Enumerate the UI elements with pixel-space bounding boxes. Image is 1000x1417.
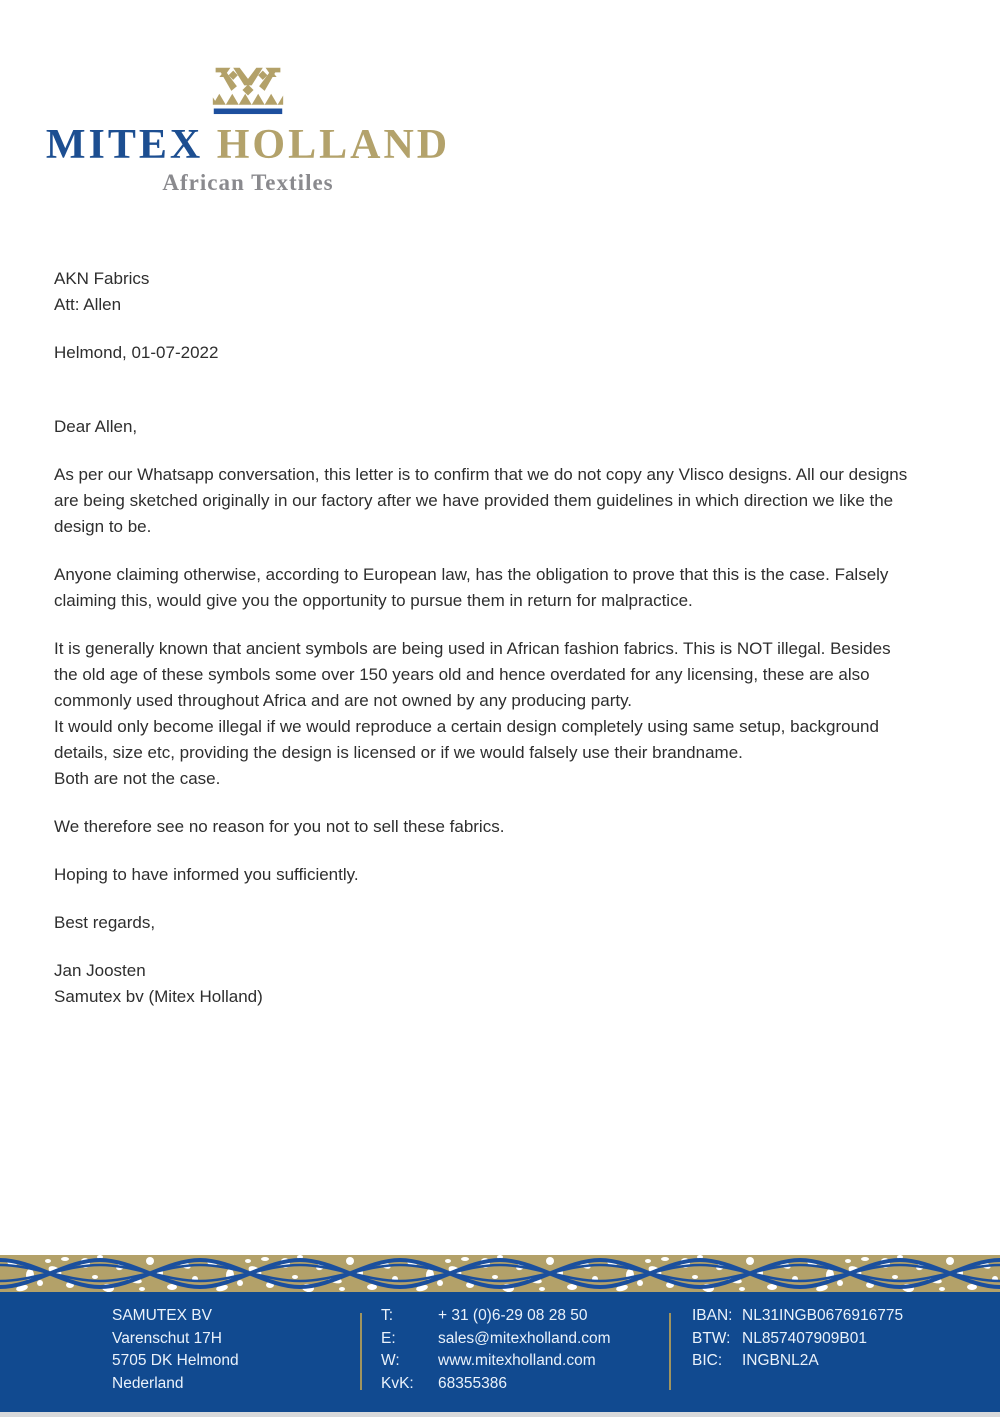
recipient-block [54, 266, 912, 318]
btw-label: BTW: [692, 1329, 731, 1347]
signature-block [54, 958, 912, 1010]
email-label: E: [381, 1329, 396, 1347]
iban-label: IBAN: [692, 1307, 733, 1324]
btw-value: NL857407909B01 [742, 1329, 867, 1347]
signature-name: Jan Joosten [54, 961, 146, 980]
kvk-label: KvK: [381, 1374, 414, 1392]
paragraph-2 [54, 562, 912, 614]
salutation: Dear Allen, [54, 417, 138, 436]
paragraph-4 [54, 814, 912, 840]
paragraph-line: It would only become illegal if we would reproduce a certain design completely using same setup, background details, size etc, providing the design is licensed or if we would falsely use their brandname. [54, 717, 879, 762]
paragraph-line: As per our Whatsapp conversation, this letter is to confirm that we do not copy any Vlisco designs. All our designs are being sketched originally in our factory after we have provided them guidelines in which direction we like the design to be. [54, 465, 908, 536]
footer-company-street: Varenschut 17H [112, 1329, 222, 1347]
footer-bank-details [692, 1305, 903, 1395]
footer-divider [360, 1313, 362, 1390]
footer-kvk-row [381, 1373, 669, 1396]
bic-label: BIC: [692, 1352, 723, 1369]
brand-mitex: MITEX [45, 122, 204, 168]
crown-bar [214, 109, 282, 115]
recipient-attention: Att: Allen [54, 295, 122, 314]
paragraph-line: Anyone claiming otherwise, according to European law, has the obligation to prove that this is the case. Falsely claiming this, would give you the opportunity to pursue them in return for malpractice. [54, 565, 889, 610]
footer-email-row [381, 1328, 669, 1351]
signature-company: Samutex bv (Mitex Holland) [54, 987, 263, 1006]
footer-divider [669, 1313, 671, 1390]
brand-holland: HOLLAND [216, 122, 451, 168]
paragraph-line: It is generally known that ancient symbols are being used in African fashion fabrics. This is NOT illegal. Besides the old age of these symbols some over 150 years old and hence overdated for any licensing, these are also commonly used throughout Africa and are not owned by any producing party. [54, 639, 891, 710]
african-pattern-band-icon [0, 1255, 1000, 1292]
footer-iban-row [692, 1305, 903, 1328]
paragraph-3 [54, 636, 912, 792]
footer-company-name: SAMUTEX BV [112, 1307, 212, 1324]
mitex-logo [45, 64, 451, 195]
footer-contact [381, 1305, 669, 1395]
kvk-value: 68355386 [438, 1374, 507, 1392]
iban-value: NL31INGB0676916775 [742, 1307, 904, 1324]
footer-bic-row [692, 1350, 903, 1373]
page-bottom-edge [0, 1412, 1000, 1417]
paragraph-line: Hoping to have informed you sufficiently. [54, 865, 359, 884]
footer-website-row [381, 1350, 669, 1373]
footer-btw-row [692, 1328, 903, 1351]
bic-value: INGBNL2A [742, 1352, 819, 1369]
footer-company-city: 5705 DK Helmond [112, 1352, 239, 1369]
paragraph-line: We therefore see no reason for you not to sell these fabrics. [54, 817, 505, 836]
website-value: www.mitexholland.com [438, 1352, 596, 1369]
brand-wordmark [46, 124, 450, 166]
website-label: W: [381, 1352, 400, 1369]
paragraph-line: Both are not the case. [54, 769, 221, 788]
footer-company-address [112, 1305, 360, 1395]
footer-company-country: Nederland [112, 1374, 184, 1392]
paragraph-5 [54, 862, 912, 888]
brand-tagline: African Textiles [162, 170, 334, 195]
recipient-name: AKN Fabrics [54, 269, 150, 288]
letter-body [54, 266, 912, 1032]
paragraph-1 [54, 462, 912, 540]
phone-label: T: [381, 1307, 394, 1324]
page-footer [0, 1292, 1000, 1417]
phone-value: + 31 (0)6-29 08 28 50 [438, 1307, 588, 1324]
footer-phone-row [381, 1305, 669, 1328]
email-value: sales@mitexholland.com [438, 1329, 611, 1347]
crown-icon [211, 64, 285, 116]
dateline: Helmond, 01-07-2022 [54, 343, 219, 362]
closing: Best regards, [54, 913, 156, 932]
